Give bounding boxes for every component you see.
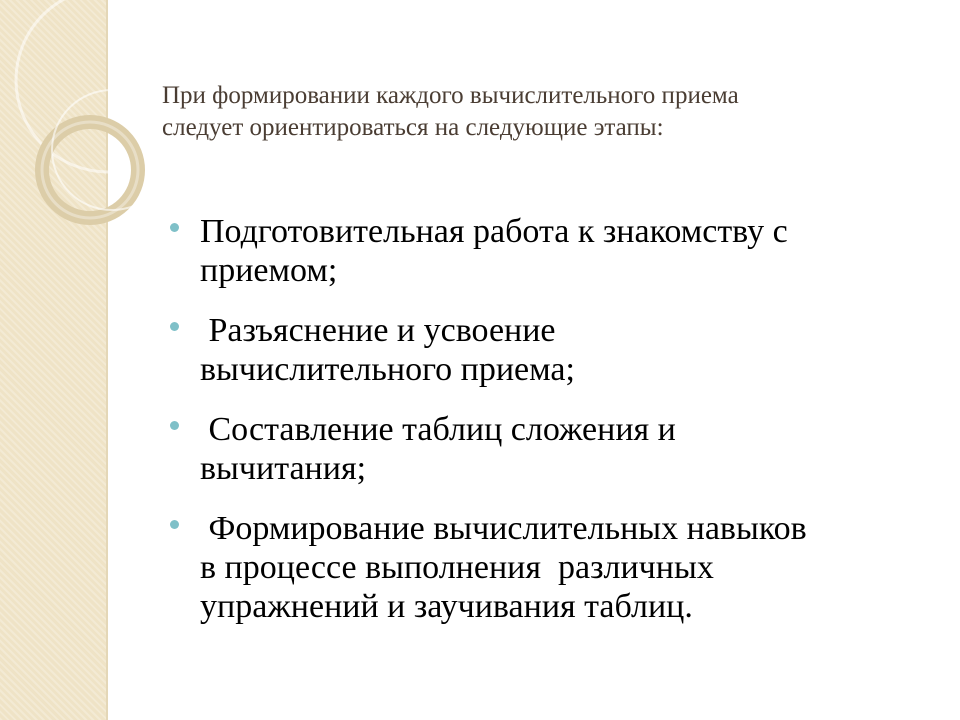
bullet-item (170, 509, 940, 626)
bullet-line: Формирование вычислительных навыков (200, 510, 807, 547)
stages-bullet-list (170, 212, 940, 647)
bullet-dot-icon (170, 223, 179, 232)
bullet-item (170, 212, 940, 290)
bullet-line: в процессе выполнения различных (200, 549, 714, 586)
decorative-rings (0, 0, 150, 260)
slide-title (162, 80, 902, 144)
bullet-line: упражнений и заучивания таблиц. (200, 588, 693, 625)
bullet-dot-icon (170, 421, 179, 430)
bullet-line: вычитания; (200, 450, 367, 487)
bullet-dot-icon (170, 520, 179, 529)
bullet-line: Разъяснение и усвоение (200, 312, 556, 349)
bullet-line: Составление таблиц сложения и (200, 411, 676, 448)
bullet-item (170, 410, 940, 488)
bullet-line: вычислительного приема; (200, 351, 575, 388)
bullet-line: приемом; (200, 252, 338, 289)
bullet-line: Подготовительная работа к знакомству с (200, 213, 788, 250)
bullet-item (170, 311, 940, 389)
slide-title-line: При формировании каждого вычислительного приема (162, 82, 739, 109)
bullet-dot-icon (170, 322, 179, 331)
slide-title-line: следует ориентироваться на следующие этапы: (162, 114, 664, 141)
